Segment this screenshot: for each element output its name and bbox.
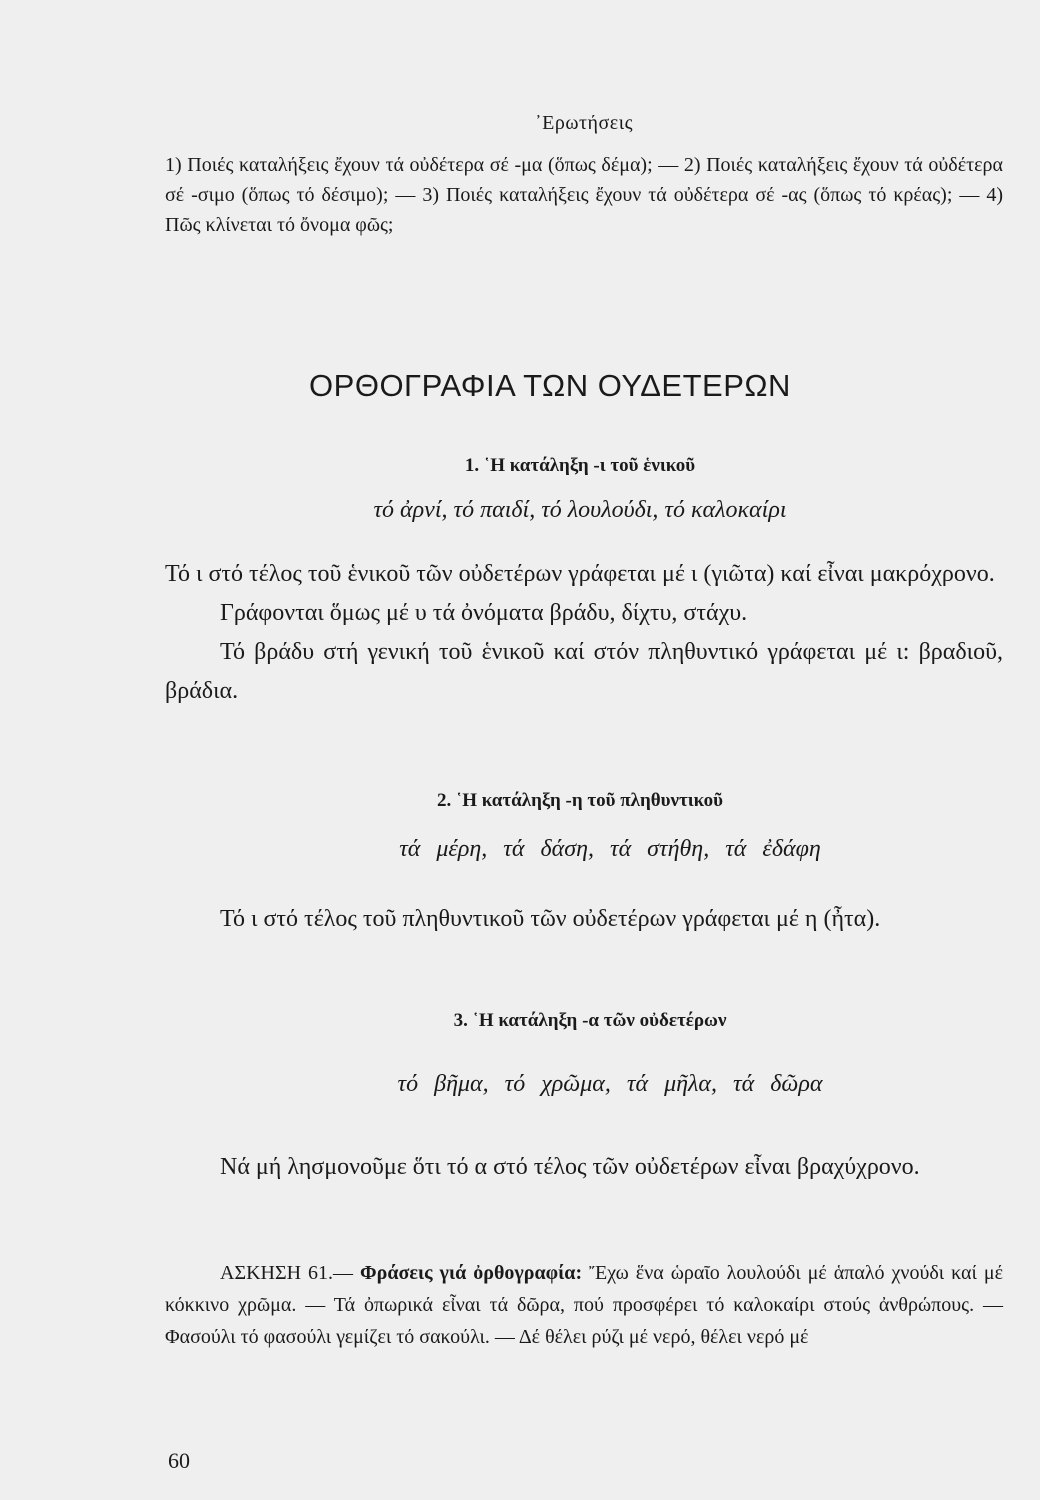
exercise-bold-heading: Φράσεις γιά ὀρθογραφία: (360, 1262, 583, 1284)
section2-title: 2. ῾Η κατάληξη -η τοῦ πληθυντικοῦ (436, 790, 724, 811)
section2-examples: τά μέρη, τά δάση, τά στήθη, τά ἐδάφη (399, 836, 821, 862)
questions-text: 1) Ποιές καταλήξεις ἔχουν τά οὐδέτερα σέ -μα (ὅπως δέμα); — 2) Ποιές καταλήξεις ἔχουν τά οὐδέτερα σέ -σιμο (ὅπως τό δέσιμο); — 3) Ποιές καταλήξεις ἔχουν τά οὐδέτερα σέ -ας (ὅπως τό κρέας); — 4) Πῶς κλίνεται τό ὄνομα φῶς; (165, 154, 1003, 236)
questions-title: ᾿Ερωτήσεις (535, 112, 633, 134)
page-heading: ΟΡΘΟΓΡΑΦΙΑ ΤΩΝ ΟΥΔΕΤΕΡΩΝ (309, 368, 791, 403)
exercise-text: Ἔχω ἕνα ὡραῖο λουλούδι μέ ἁπαλό χνούδι καί μέ κόκκινο χρῶμα. — Τά ὀπωρικά εἶναι τά δῶρα, πού προσφέρει τό καλοκαίρι στούς ἀνθρώπους. — Φασούλι τό φασούλι γεμίζει τό σακούλι. — Δέ θέλει ρύζι μέ νερό, θέλει νερό μέ (165, 1262, 1004, 1348)
section1-examples: τό ἀρνί, τό παιδί, τό λουλούδι, τό καλοκαίρι (373, 497, 787, 523)
section1-paragraph-1: Τό ι στό τέλος τοῦ ἑνικοῦ τῶν οὐδετέρων γράφεται μέ ι (γιῶτα) καί εἶναι μακρόχρονο. (165, 561, 995, 587)
exercise-61 (165, 1257, 1003, 1353)
section3-examples: τό βῆμα, τό χρῶμα, τά μῆλα, τά δῶρα (397, 1071, 823, 1097)
section1-title: 1. ῾Η κατάληξη -ι τοῦ ἑνικοῦ (464, 455, 696, 476)
section1-body (165, 555, 1003, 711)
section1-paragraph-2: Γράφονται ὅμως μέ υ τά ὀνόματα βράδυ, δίχτυ, στάχυ. (220, 600, 748, 626)
section3-paragraph: Νά μή λησμονοῦμε ὅτι τό α στό τέλος τῶν οὐδετέρων εἶναι βραχύχρονο. (220, 1154, 920, 1180)
exercise-label: ΑΣΚΗΣΗ 61.— (220, 1262, 354, 1284)
section1-paragraph-3: Τό βράδυ στή γενική τοῦ ἑνικοῦ καί στόν πληθυντικό γράφεται μέ ι: βραδιοῦ, βράδια. (165, 639, 1003, 704)
section3-title: 3. ῾Η κατάληξη -α τῶν οὐδετέρων (453, 1010, 727, 1031)
page-number: 60 (168, 1448, 190, 1473)
section2-paragraph: Τό ι στό τέλος τοῦ πληθυντικοῦ τῶν οὐδετέρων γράφεται μέ η (ἦτα). (220, 906, 881, 932)
